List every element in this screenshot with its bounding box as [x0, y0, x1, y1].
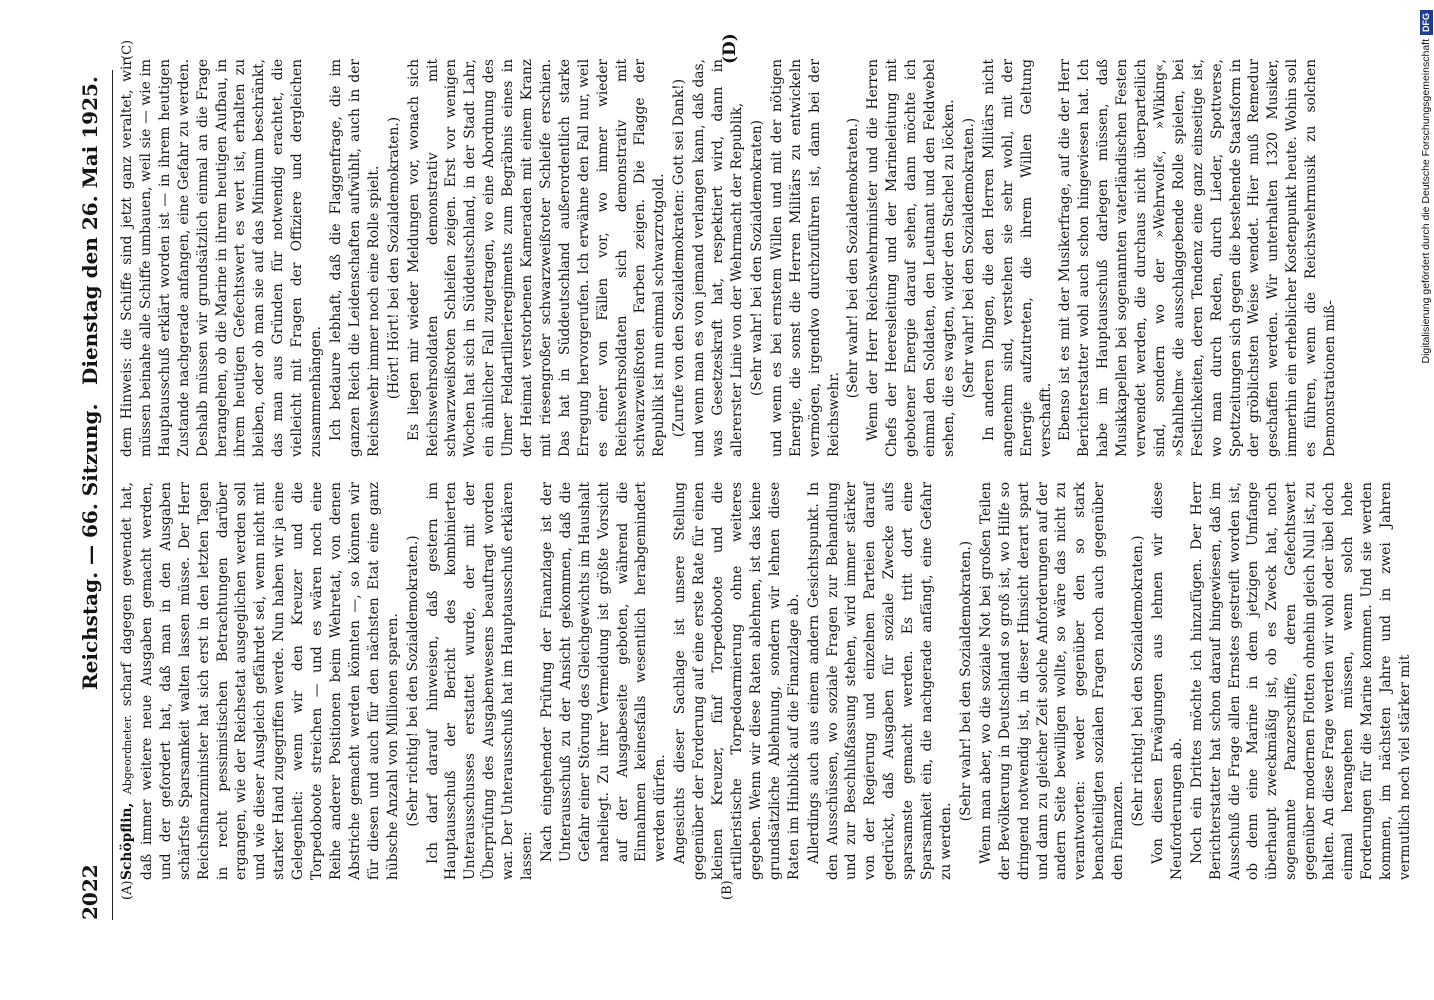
paragraph: und wenn es bei ernstem Willen und mit der nötigen Energie, die sonst die Herren Militärs zu entwickeln vermögen, irgendwo durchzuführen ist, dann bei der Reichswehr. — [768, 59, 842, 457]
margin-mark-d: (D) — [720, 33, 740, 64]
session-date: Dienstag den 26. Mai 1925. — [78, 76, 102, 385]
interjection: (Sehr wahr! bei den Sozialdemokraten.) — [960, 117, 977, 399]
left-column — [118, 482, 1413, 880]
paragraph: Wenn der Herr Reichswehrminister und die Herren Chefs der Heeresleitung und der Marineleitung mit gebotener Energie darauf sehen, dann möchte ich einmal den Soldaten, den Leutnant und den Feldwebel sehen, die es wagten, wider den Stachel zu löcken. — [865, 59, 957, 457]
paragraph: Noch ein Drittes möchte ich hinzufügen. Der Herr Berichterstatter hat schon darauf hingewiesen, daß im Ausschuß die Frage allen Ernstes gestreift worden ist, ob denn eine Marine in dem jetzigen Umfange überhaupt zweckmäßig ist, ob es Zweck hat, noch sogenannte Panzerschiffe, deren Gefechtswert gegenüber modernen Flotten ohnehin gleich Null ist, zu halten. An diese Frage werden wir wohl oder übel doch einmal herangehen müssen, wenn solch hohe Forderungen für die Marine kommen. Und sie werden kommen, im nächsten Jahre und in zwei Jahren vermutlich noch viel stärker mit — [1188, 482, 1413, 880]
interjection: (Sehr wahr! bei den Sozialdemokraten) — [748, 120, 765, 396]
paragraph: und wenn man es von jemand verlangen kann, daß das, was Gesetzeskraft hat, respektiert wird, dann in allererster Linie von der Wehrmacht der Republik, — [691, 59, 745, 457]
margin-mark-b: (B) — [720, 880, 735, 900]
paragraph: dem Hinweis: die Schiffe sind jetzt ganz veraltet, wir müssen beinahe alle Schiffe umbauen, weil sie — wie im Hauptausschuß erklärt worden ist — in ihrem heutigen Zustande nachgerade anfangen, eine Gefahr zu werden. Deshalb müssen wir grundsätzlich einmal an die Frage herangehen, ob die Marine in ihrem heutigen Aufbau, in ihrem heutigen Gefechtswert es wert ist, erhalten zu bleiben, oder ob man sie auf das Minimum beschränkt, das man aus Gründen für notwendig erachtet, die vielleicht mit Fragen der Offiziere und dergleichen zusammenhängen. — [119, 59, 325, 457]
speaker-name: Schöpflin, — [119, 802, 135, 880]
margin-mark-c: (C) — [120, 39, 135, 60]
interjection: (Sehr richtig! bei den Sozialdemokraten.) — [1130, 535, 1147, 827]
interjection: (Sehr wahr! bei den Sozialdemokraten.) — [845, 117, 862, 399]
interjection: (Hört! Hört! bei den Sozialdemokraten.) — [385, 116, 402, 400]
paragraph: Ebenso ist es mit der Musikerfrage, auf die der Herr Berichterstatter wohl auch schon hingewiesen hat. Ich habe im Hauptausschuß darlegen müssen, daß Musikkapellen bei sogenannten vaterländischen Festen verwendet werden, die durchaus nicht überparteilich sind, sondern wo der »Wehrwolf«, »Wiking«, »Stahlhelm« die ausschlaggebende Rolle spielen, bei Festlichkeiten, deren Tendenz eine ganz einseitige ist, wo man durch Reden, durch Lieder, Spottverse, Spottzeitungen sich gegen die bestehende Staatsform in der gröblichsten Weise wendet. Hier muß Remedur geschaffen werden. Wir unterhalten 1320 Musiker, immerhin ein erheblicher Kostenpunkt heute. Wohin soll es führen, wenn die Reichswehrmusik zu solchen Demonstrationen miß- — [1057, 59, 1339, 457]
paragraph: Es liegen mir wieder Meldungen vor, wonach sich Reichswehrsoldaten demonstrativ mit schwarzweißroten Schleifen zeigen. Erst vor wenigen Wochen hat sich in Süddeutschland, in der Stadt Lahr, ein ähnlicher Fall zugetragen, wo eine Abordnung des Ulmer Feldartillerieregiments zum Begräbnis eines in der Heimat verstorbenen Kameraden mit einem Kranz mit riesengroßer schwarzweißroter Schleife erschien. Das hat in Süddeutschland außerordentlich starke Erregung hervorgerufen. Ich erwähne den Fall nur, weil es einer von Fällen vor, wo immer wieder Reichswehrsoldaten sich demonstrativ mit schwarzweißroten Farben zeigen. Die Flagge der Republik ist nun einmal schwarzrotgold. — [405, 59, 668, 457]
paragraph: Allerdings auch aus einem andern Gesichtspunkt. In den Ausschüssen, wo soziale Fragen zur Behandlung und zur Beschlußfassung stehen, wird immer stärker von der Regierung und einzelnen Parteien darauf gedrückt, daß Ausgaben für soziale Zwecke aufs sparsamste gemacht werden. Es tritt dort eine Sparsamkeit ein, die nachgerade anfängt, eine Gefahr zu werden. — [805, 482, 954, 880]
paragraph: In anderen Dingen, die den Herren Militärs nicht angenehm sind, verstehen sie sehr wohl, mit der Energie aufzutreten, die ihrem Willen Geltung verschafft. — [980, 59, 1054, 457]
dfg-logo: DFG — [1420, 10, 1433, 35]
paragraph: Ich bedaure lebhaft, daß die Flaggenfrage, die im ganzen Reich die Leidenschaften aufwühlt, auch in der Reichswehr immer noch eine Rolle spielt. — [327, 59, 382, 457]
header-rule — [112, 70, 113, 920]
running-header — [78, 70, 110, 920]
page-number: 2022 — [78, 864, 102, 920]
interjection: (Sehr wahr! bei den Sozialdemokraten.) — [957, 540, 974, 822]
paragraph: Ich darf darauf hinweisen, daß gestern im Hauptausschuß der Bericht des kombinierten Unterausschusses erstattet wurde, der mit der Überprüfung des Ausgabenwesens beauftragt worden war. Der Unterausschuß hat im Hauptausschuß erklären lassen: — [424, 482, 536, 880]
paragraph: Angesichts dieser Sachlage ist unsere Stellung gegenüber der Forderung auf eine erste Rate für einen kleinen Kreuzer, fünf Torpedoboote und die artilleristische Torpedoarmierung ohne weiteres gegeben. Wenn wir diese Raten ablehnen, ist das keine grundsätzliche Ablehnung, sondern wir lehnen diese Raten im Hinblick auf die Finanzlage ab. — [672, 482, 802, 880]
paragraph: Schöpflin, Abgeordneter. scharf dagegen gewendet hat, daß immer weitere neue Ausgaben gemacht werden, und der gefordert hat, daß man in den Ausgaben schärfste Sparsamkeit walten lassen müsse. Der Herr Reichsfinanzminister hat sich erst in den letzten Tagen in recht pessimistischen Betrachtungen darüber ergangen, wie der Reichsetat ausgeglichen werden soll und wie dieser Ausgleich gefährdet sei, wenn nicht mit starker Hand zugegriffen werde. Nun haben wir ja eine Gelegenheit: wenn wir den Kreuzer und die Torpedoboote streichen — und es wären noch eine Reihe anderer Positionen beim Wehretat, von denen Abstriche gemacht werden könnten —, so können wir für diesen und auch für den nächsten Etat eine ganz hübsche Anzahl von Millionen sparen. — [119, 482, 401, 880]
credit-text: Digitalisierung gefördert durch die Deutsche Forschungsgemeinschaft — [1420, 39, 1432, 364]
interjection: (Zurufe von den Sozialdemokraten: Gott sei Dank!) — [671, 78, 688, 438]
session-title: Reichstag. — 66. Sitzung. — [78, 403, 102, 690]
interjection: (Sehr richtig! bei den Sozialdemokraten.) — [404, 535, 421, 827]
speaker-role: Abgeordneter. — [121, 714, 134, 795]
right-column — [118, 59, 1339, 457]
paragraph: Von diesen Erwägungen aus lehnen wir diese Neuforderungen ab. — [1149, 482, 1185, 880]
dfg-credit — [1418, 10, 1434, 990]
paragraph: Wenn man aber, wo die soziale Not bei großen Teilen der Bevölkerung in Deutschland so groß ist, wo Hilfe so dringend notwendig ist, in dieser Hinsicht derart spart und dann zu gleicher Zeit solche Anforderungen auf der andern Seite bewilligen wollte, so wäre das nicht zu verantworten: weder gegenüber den so stark benachteiligten sozialen Fragen noch auch gegenüber den Finanzen. — [977, 482, 1127, 880]
quotation: Nach eingehender Prüfung der Finanzlage ist der Unterausschuß zu der Ansicht gekommen, daß die Gefahr einer Störung des Gleichgewichts im Haushalt naheliegt. Zu ihrer Vermeidung ist größte Vorsicht auf der Ausgabeseite geboten, während die Einnahmen keinesfalls wesentlich herabgemindert werden dürfen. — [538, 482, 669, 862]
margin-mark-a: (A) — [120, 880, 135, 900]
